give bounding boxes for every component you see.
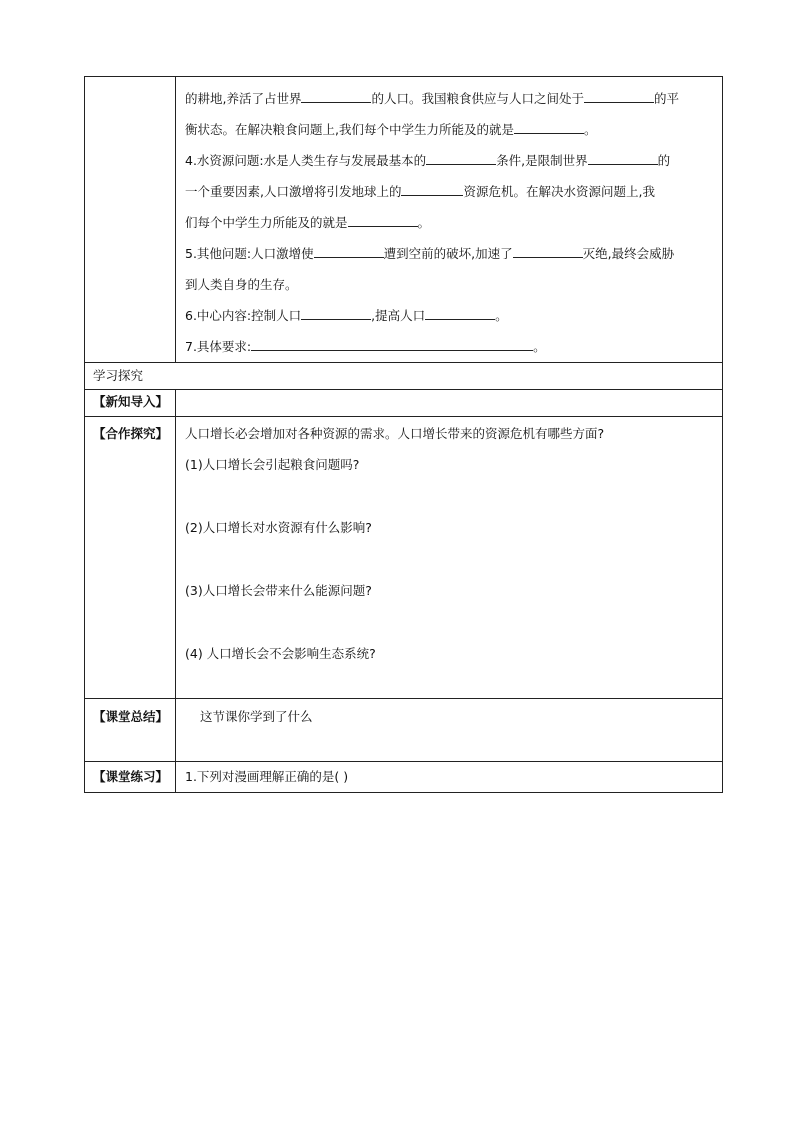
answer-blank[interactable]	[426, 152, 496, 165]
practice-content	[176, 762, 723, 793]
answer-blank[interactable]	[584, 90, 654, 103]
item-4: 4.水资源问题:水是人类生存与发展最基本的 条件,是限制世界 的	[185, 153, 671, 168]
summary-row	[85, 699, 723, 762]
section-title: 学习探究	[85, 363, 723, 390]
answer-blank[interactable]	[401, 183, 463, 196]
continued-content	[176, 77, 723, 363]
answer-blank[interactable]	[251, 338, 533, 351]
summary-prompt: 这节课你学到了什么	[200, 709, 313, 724]
summary-label: 【课堂总结】	[85, 699, 176, 762]
new-knowledge-content[interactable]	[176, 390, 723, 417]
answer-blank[interactable]	[588, 152, 658, 165]
section-header-row	[85, 363, 723, 390]
answer-blank[interactable]	[314, 245, 384, 258]
item-4-line-3: 们每个中学生力所能及的就是 。	[185, 215, 431, 230]
answer-blank[interactable]	[301, 90, 371, 103]
question-3: (3)人口增长会带来什么能源问题?	[185, 583, 372, 598]
practice-label: 【课堂练习】	[85, 762, 176, 793]
answer-blank[interactable]	[348, 214, 418, 227]
worksheet-table	[84, 76, 723, 793]
new-knowledge-row	[85, 390, 723, 417]
answer-blank[interactable]	[513, 245, 583, 258]
continued-line-2: 衡状态。在解决粮食问题上,我们每个中学生力所能及的就是 。	[185, 122, 597, 137]
summary-content	[176, 699, 723, 762]
continued-row	[85, 77, 723, 363]
question-4: (4) 人口增长会不会影响生态系统?	[185, 646, 376, 661]
cooperation-label: 【合作探究】	[85, 417, 176, 699]
question-2: (2)人口增长对水资源有什么影响?	[185, 520, 372, 535]
item-7: 7.具体要求: 。	[185, 339, 546, 354]
new-knowledge-label: 【新知导入】	[85, 390, 176, 417]
answer-blank[interactable]	[301, 307, 371, 320]
answer-blank[interactable]	[514, 121, 584, 134]
continued-line-1: 的耕地,养活了占世界 的人口。我国粮食供应与人口之间处于 的平	[185, 91, 680, 106]
practice-row	[85, 762, 723, 793]
question-1: (1)人口增长会引起粮食问题吗?	[185, 457, 360, 472]
item-5-line-2: 到人类自身的生存。	[185, 277, 298, 292]
cooperation-content	[176, 417, 723, 699]
cooperation-row	[85, 417, 723, 699]
cooperation-intro: 人口增长必会增加对各种资源的需求。人口增长带来的资源危机有哪些方面?	[185, 426, 605, 441]
answer-blank[interactable]	[425, 307, 495, 320]
practice-question-1: 1.下列对漫画理解正确的是( )	[185, 769, 349, 784]
empty-label-cell	[85, 77, 176, 363]
item-4-line-2: 一个重要因素,人口激增将引发地球上的 资源危机。在解决水资源问题上,我	[185, 184, 655, 199]
item-6: 6.中心内容:控制人口 ,提高人口 。	[185, 308, 508, 323]
item-5: 5.其他问题:人口激增使 遭到空前的破坏,加速了 灭绝,最终会威胁	[185, 246, 675, 261]
